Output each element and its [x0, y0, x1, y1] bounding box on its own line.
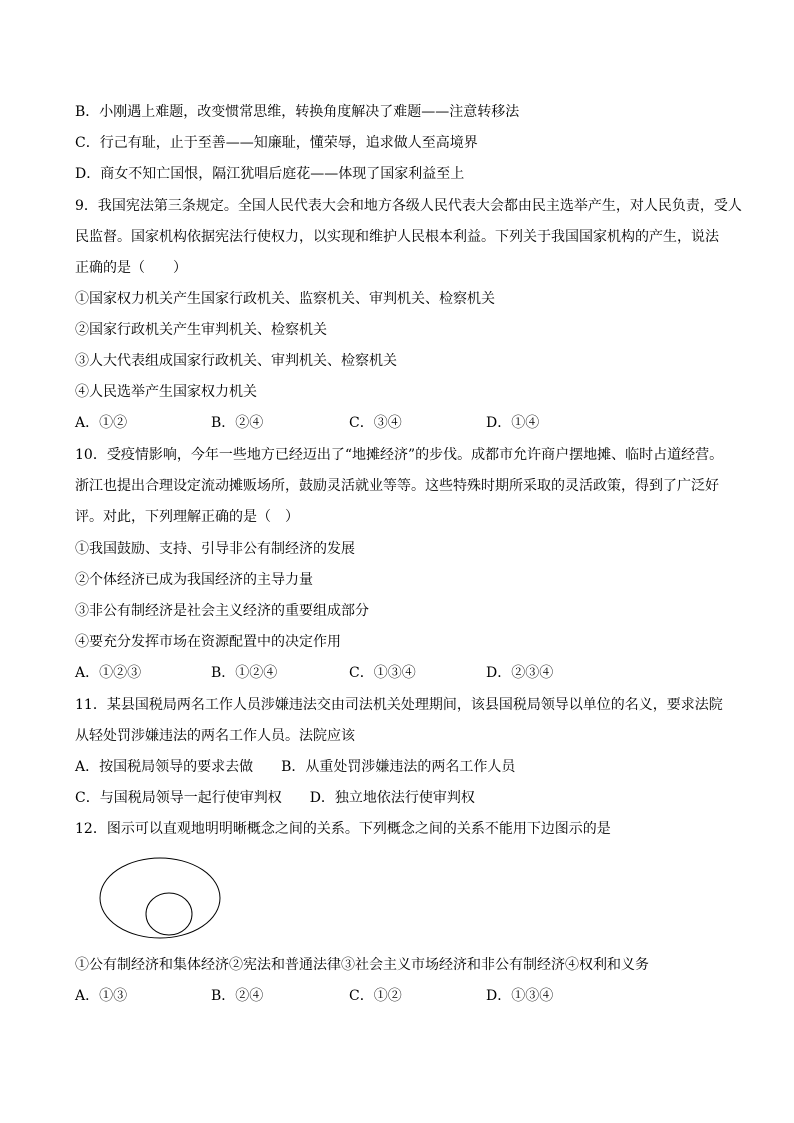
- q12-option-c: C．①②: [349, 988, 402, 1004]
- q8-option-c: C．行己有耻，止于至善——知廉耻，懂荣辱，追求做人至高境界: [75, 135, 478, 151]
- q10-statement-4: ④要充分发挥市场在资源配置中的决定作用: [75, 634, 341, 650]
- q11-stem-line-2: 从轻处罚涉嫌违法的两名工作人员。法院应该: [75, 728, 355, 744]
- q10-option-d: D．②③④: [486, 665, 554, 681]
- q9-stem-line-1: 9．我国宪法第三条规定。全国人民代表大会和地方各级人民代表大会都由民主选举产生，对人民负责，受人: [75, 198, 742, 214]
- q9-stem-line-2: 民监督。国家机构依据宪法行使权力，以实现和维护人民根本利益。下列关于我国国家机构的产生，说法: [75, 229, 719, 245]
- q12-option-a: A．①③: [75, 988, 128, 1004]
- q10-option-b: B．①②④: [211, 665, 278, 681]
- q9-option-c: C．③④: [349, 415, 402, 431]
- q9-option-b: B．②④: [211, 415, 264, 431]
- q12-stem: 12．图示可以直观地明明晰概念之间的关系。下列概念之间的关系不能用下边图示的是: [75, 821, 611, 837]
- q8-option-b: B．小刚遇上难题，改变惯常思维，转换角度解决了难题——注意转移法: [75, 104, 520, 120]
- q10-option-a: A．①②③: [75, 665, 142, 681]
- q9-statement-1: ①国家权力机关产生国家行政机关、监察机关、审判机关、检察机关: [75, 291, 495, 307]
- q9-statement-4: ④人民选举产生国家权力机关: [75, 384, 257, 400]
- concept-relation-diagram: [98, 856, 224, 942]
- q12-statements: ①公有制经济和集体经济②宪法和普通法律③社会主义市场经济和非公有制经济④权利和义务: [75, 957, 649, 973]
- outer-ellipse: [100, 858, 220, 938]
- q12-option-d: D．①③④: [486, 988, 554, 1004]
- q9-option-a: A．①②: [75, 415, 128, 431]
- q9-stem-line-3: 正确的是（ ）: [75, 260, 187, 276]
- q11-stem-line-1: 11．某县国税局两名工作人员涉嫌违法交由司法机关处理期间，该县国税局领导以单位的名义，要求法院: [75, 697, 723, 713]
- q11-options-ab: A．按国税局领导的要求去做 B．从重处罚涉嫌违法的两名工作人员: [75, 759, 516, 775]
- q10-stem-line-1: 10．受疫情影响，今年一些地方已经迈出了“地摊经济”的步伐。成都市允许商户摆地摊、临时占道经营。: [75, 447, 724, 463]
- q10-statement-2: ②个体经济已成为我国经济的主导力量: [75, 572, 313, 588]
- q10-stem-line-2: 浙江也提出合理设定流动摊贩场所，鼓励灵活就业等等。这些特殊时期所采取的灵活政策，得到了广泛好: [75, 478, 719, 494]
- q9-statement-3: ③人大代表组成国家行政机关、审判机关、检察机关: [75, 353, 397, 369]
- q11-options-cd: C．与国税局领导一起行使审判权 D．独立地依法行使审判权: [75, 790, 475, 806]
- q8-option-d: D．商女不知亡国恨，隔江犹唱后庭花——体现了国家利益至上: [75, 166, 465, 182]
- q9-option-d: D．①④: [486, 415, 540, 431]
- q10-statement-3: ③非公有制经济是社会主义经济的重要组成部分: [75, 603, 369, 619]
- q10-stem-line-3: 评。对此，下列理解正确的是（ ）: [75, 509, 299, 525]
- q10-statement-1: ①我国鼓励、支持、引导非公有制经济的发展: [75, 541, 355, 557]
- q10-option-c: C．①③④: [349, 665, 416, 681]
- q9-statement-2: ②国家行政机关产生审判机关、检察机关: [75, 322, 327, 338]
- inner-circle: [146, 893, 192, 935]
- q12-option-b: B．②④: [211, 988, 264, 1004]
